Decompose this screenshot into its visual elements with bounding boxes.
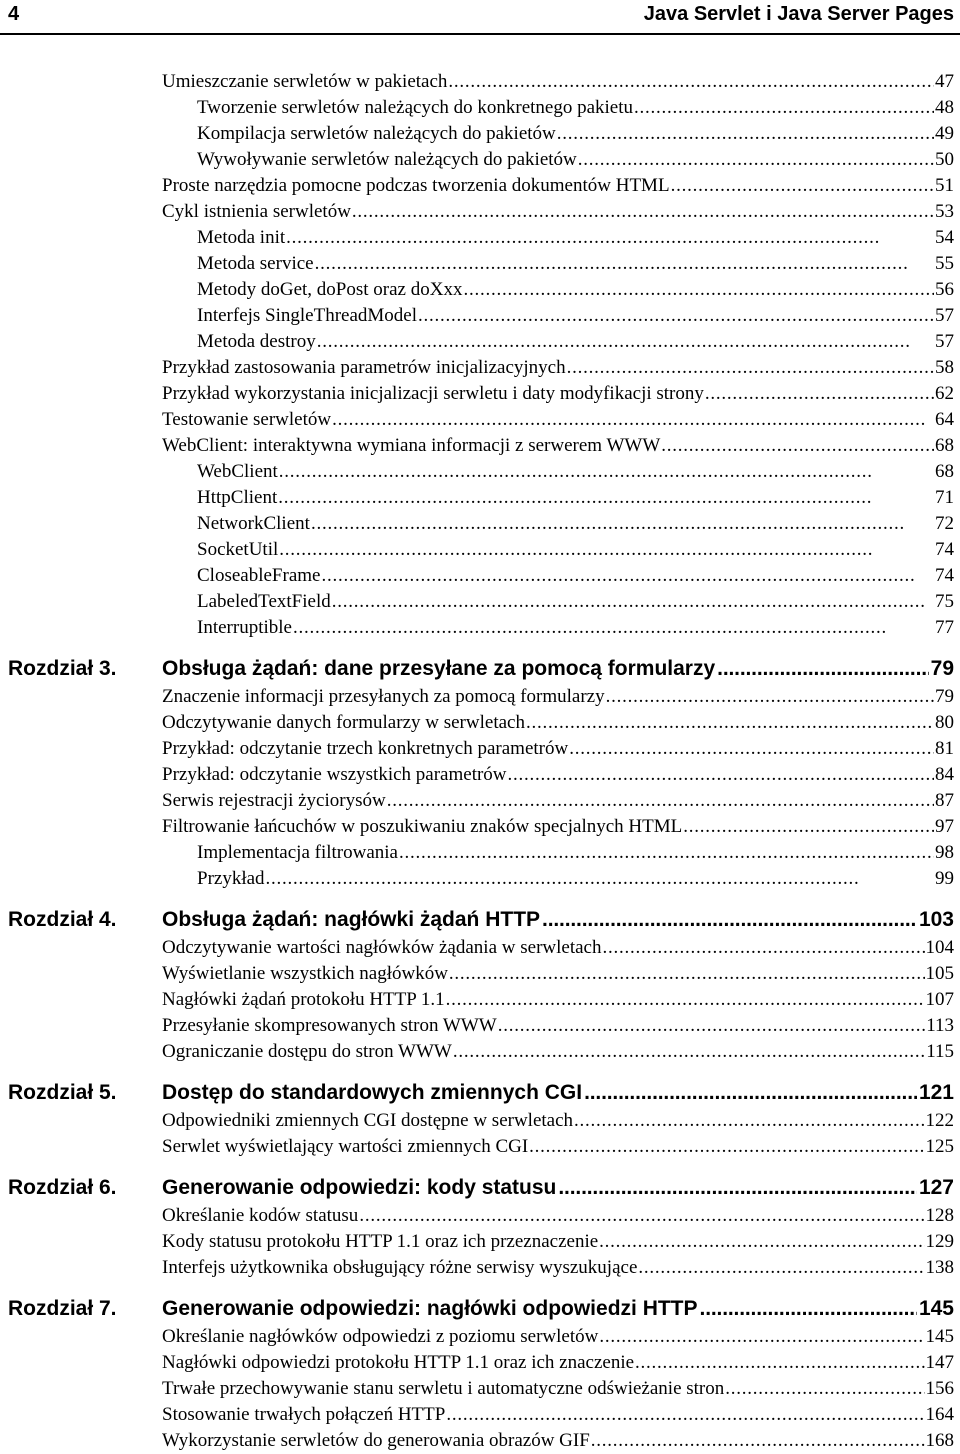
entry-title: Interruptible — [197, 617, 292, 638]
toc-subentry — [0, 95, 954, 121]
entry-title: Ograniczanie dostępu do stron WWW — [162, 1041, 452, 1062]
entry-title: Filtrowanie łańcuchów w poszukiwaniu znaków specjalnych HTML — [162, 816, 683, 837]
entry-page-number: 105 — [925, 963, 954, 984]
entry-title: Wywoływanie serwletów należących do pakietów — [197, 149, 577, 170]
chapter-title: Generowanie odpowiedzi: kody statusu — [162, 1176, 557, 1199]
toc-entry — [0, 814, 954, 840]
dot-leader — [359, 1203, 924, 1229]
entry-title: Wykorzystanie serwletów do generowania obrazów GIF — [162, 1430, 590, 1451]
dot-leader — [602, 935, 924, 961]
entry-page-number: 68 — [935, 461, 954, 482]
entry-page-number: 129 — [925, 1231, 954, 1252]
dot-leader — [526, 710, 934, 736]
chapter-heading — [0, 654, 954, 684]
dot-leader — [418, 303, 934, 329]
toc-subentry — [0, 329, 954, 355]
entry-title: Testowanie serwletów — [162, 409, 332, 430]
entry-page-number: 168 — [925, 1430, 954, 1451]
entry-title: Interfejs użytkownika obsługujący różne serwisy wyszukujące — [162, 1257, 638, 1278]
entry-title: Określanie kodów statusu — [162, 1205, 359, 1226]
toc-entry — [0, 1039, 954, 1065]
entry-page-number: 54 — [935, 227, 954, 248]
entry-title: Określanie nagłówków odpowiedzi z poziomu serwletów — [162, 1326, 599, 1347]
dot-leader — [578, 147, 934, 173]
dot-leader — [508, 762, 934, 788]
dot-leader — [463, 277, 934, 303]
chapter-page-number: 145 — [918, 1297, 954, 1320]
chapter-title: Dostęp do standardowych zmiennych CGI — [162, 1081, 583, 1104]
entry-page-number: 62 — [935, 383, 954, 404]
toc-subentry — [0, 225, 954, 251]
dot-leader — [529, 1134, 924, 1160]
toc-entry — [0, 1203, 954, 1229]
toc-subentry — [0, 615, 954, 641]
chapter-label: Rozdział 5. — [8, 1081, 117, 1104]
dot-leader — [332, 407, 934, 433]
chapter-title: Obsługa żądań: nagłówki żądań HTTP — [162, 908, 541, 931]
dot-leader — [498, 1013, 926, 1039]
toc-subentry — [0, 121, 954, 147]
chapter-heading — [0, 1173, 954, 1203]
entry-title: Serwis rejestracji życiorysów — [162, 790, 386, 811]
dot-leader — [387, 788, 934, 814]
dot-leader — [700, 1294, 917, 1324]
dot-leader — [671, 173, 934, 199]
toc-entry — [0, 381, 954, 407]
dot-leader — [266, 866, 934, 892]
toc-entry — [0, 69, 954, 95]
entry-page-number: 55 — [935, 253, 954, 274]
toc-entry — [0, 199, 954, 225]
chapter-label: Rozdział 6. — [8, 1176, 117, 1199]
entry-title: Odpowiedniki zmiennych CGI dostępne w serwletach — [162, 1110, 574, 1131]
dot-leader — [635, 1350, 924, 1376]
dot-leader — [286, 225, 934, 251]
dot-leader — [725, 1376, 924, 1402]
chapter-heading — [0, 1294, 954, 1324]
dot-leader — [453, 1039, 925, 1065]
entry-title: CloseableFrame — [197, 565, 321, 586]
entry-title: Nagłówki żądań protokołu HTTP 1.1 — [162, 989, 445, 1010]
entry-page-number: 77 — [935, 617, 954, 638]
entry-page-number: 125 — [925, 1136, 954, 1157]
dot-leader — [542, 905, 917, 935]
entry-page-number: 56 — [935, 279, 954, 300]
entry-page-number: 98 — [935, 842, 954, 863]
toc-entry — [0, 1013, 954, 1039]
entry-page-number: 79 — [935, 686, 954, 707]
entry-title: Przykład — [197, 868, 265, 889]
chapter-heading — [0, 1078, 954, 1108]
dot-leader — [279, 537, 934, 563]
entry-title: Znaczenie informacji przesyłanych za pomocą formularzy — [162, 686, 605, 707]
entry-page-number: 72 — [935, 513, 954, 534]
dot-leader — [558, 1173, 917, 1203]
entry-title: Odczytywanie danych formularzy w serwletach — [162, 712, 525, 733]
entry-title: Metody doGet, doPost oraz doXxx — [197, 279, 463, 300]
toc-entry — [0, 762, 954, 788]
table-of-contents — [0, 69, 960, 1454]
dot-leader — [599, 1229, 924, 1255]
toc-subentry — [0, 511, 954, 537]
dot-leader — [569, 736, 934, 762]
toc-subentry — [0, 303, 954, 329]
chapter-label: Rozdział 7. — [8, 1297, 117, 1320]
entry-title: Tworzenie serwletów należących do konkretnego pakietu — [197, 97, 634, 118]
entry-title: Serwlet wyświetlający wartości zmiennych CGI — [162, 1136, 529, 1157]
entry-page-number: 75 — [935, 591, 954, 612]
dot-leader — [278, 485, 934, 511]
dot-leader — [399, 840, 934, 866]
dot-leader — [634, 95, 934, 121]
entry-title: Metoda destroy — [197, 331, 316, 352]
entry-title: LabeledTextField — [197, 591, 331, 612]
toc-entry — [0, 736, 954, 762]
entry-page-number: 138 — [925, 1257, 954, 1278]
entry-page-number: 51 — [935, 175, 954, 196]
toc-entry — [0, 433, 954, 459]
dot-leader — [446, 987, 925, 1013]
entry-page-number: 87 — [935, 790, 954, 811]
entry-page-number: 68 — [935, 435, 954, 456]
entry-page-number: 145 — [925, 1326, 954, 1347]
entry-page-number: 47 — [935, 71, 954, 92]
entry-page-number: 57 — [935, 305, 954, 326]
chapter-page-number: 79 — [930, 657, 954, 680]
toc-entry — [0, 1255, 954, 1281]
toc-subentry — [0, 563, 954, 589]
toc-subentry — [0, 459, 954, 485]
book-title: Java Servlet i Java Server Pages — [643, 3, 954, 25]
toc-subentry — [0, 866, 954, 892]
entry-page-number: 74 — [935, 565, 954, 586]
toc-entry — [0, 407, 954, 433]
entry-page-number: 58 — [935, 357, 954, 378]
entry-page-number: 115 — [926, 1041, 954, 1062]
entry-page-number: 156 — [925, 1378, 954, 1399]
entry-page-number: 164 — [925, 1404, 954, 1425]
toc-entry — [0, 1108, 954, 1134]
entry-title: SocketUtil — [197, 539, 279, 560]
chapter-heading — [0, 905, 954, 935]
dot-leader — [446, 1402, 924, 1428]
toc-entry — [0, 1428, 954, 1454]
toc-entry — [0, 788, 954, 814]
entry-page-number: 50 — [935, 149, 954, 170]
entry-title: Przykład zastosowania parametrów inicjalizacyjnych — [162, 357, 566, 378]
entry-title: Proste narzędzia pomocne podczas tworzenia dokumentów HTML — [162, 175, 670, 196]
dot-leader — [606, 684, 934, 710]
dot-leader — [567, 355, 934, 381]
chapter-page-number: 103 — [918, 908, 954, 931]
dot-leader — [638, 1255, 924, 1281]
entry-title: Nagłówki odpowiedzi protokołu HTTP 1.1 oraz ich znaczenie — [162, 1352, 635, 1373]
entry-page-number: 99 — [935, 868, 954, 889]
toc-entry — [0, 987, 954, 1013]
toc-entry — [0, 684, 954, 710]
dot-leader — [448, 69, 934, 95]
entry-page-number: 81 — [935, 738, 954, 759]
toc-subentry — [0, 485, 954, 511]
page-number: 4 — [8, 3, 20, 25]
toc-entry — [0, 1324, 954, 1350]
toc-subentry — [0, 840, 954, 866]
dot-leader — [279, 459, 934, 485]
entry-page-number: 71 — [935, 487, 954, 508]
chapter-title: Generowanie odpowiedzi: nagłówki odpowiedzi HTTP — [162, 1297, 698, 1320]
entry-page-number: 107 — [925, 989, 954, 1010]
entry-page-number: 48 — [935, 97, 954, 118]
entry-title: Kody statusu protokołu HTTP 1.1 oraz ich przeznaczenie — [162, 1231, 599, 1252]
toc-entry — [0, 1229, 954, 1255]
dot-leader — [317, 329, 934, 355]
entry-title: Przykład: odczytanie wszystkich parametrów — [162, 764, 507, 785]
toc-entry — [0, 961, 954, 987]
chapter-label: Rozdział 4. — [8, 908, 117, 931]
chapter-label: Rozdział 3. — [8, 657, 117, 680]
entry-title: Implementacja filtrowania — [197, 842, 398, 863]
dot-leader — [599, 1324, 924, 1350]
entry-title: NetworkClient — [197, 513, 310, 534]
dot-leader — [705, 381, 934, 407]
toc-entry — [0, 935, 954, 961]
dot-leader — [293, 615, 934, 641]
toc-subentry — [0, 589, 954, 615]
entry-title: Metoda init — [197, 227, 286, 248]
toc-entry — [0, 1350, 954, 1376]
entry-title: Wyświetlanie wszystkich nagłówków — [162, 963, 448, 984]
entry-page-number: 128 — [925, 1205, 954, 1226]
entry-page-number: 113 — [926, 1015, 954, 1036]
toc-entry — [0, 355, 954, 381]
header-rule — [0, 33, 960, 35]
dot-leader — [321, 563, 934, 589]
entry-page-number: 84 — [935, 764, 954, 785]
entry-page-number: 97 — [935, 816, 954, 837]
entry-title: Trwałe przechowywanie stanu serwletu i automatyczne odświeżanie stron — [162, 1378, 725, 1399]
entry-title: Przesyłanie skompresowanych stron WWW — [162, 1015, 497, 1036]
dot-leader — [557, 121, 934, 147]
entry-title: Stosowanie trwałych połączeń HTTP — [162, 1404, 446, 1425]
dot-leader — [311, 511, 934, 537]
entry-page-number: 74 — [935, 539, 954, 560]
toc-subentry — [0, 277, 954, 303]
entry-title: WebClient — [197, 461, 278, 482]
entry-title: Kompilacja serwletów należących do pakietów — [197, 123, 556, 144]
dot-leader — [661, 433, 934, 459]
toc-entry — [0, 173, 954, 199]
dot-leader — [584, 1078, 917, 1108]
toc-subentry — [0, 537, 954, 563]
entry-page-number: 104 — [925, 937, 954, 958]
entry-title: WebClient: interaktywna wymiana informacji z serwerem WWW — [162, 435, 661, 456]
entry-title: Przykład: odczytanie trzech konkretnych parametrów — [162, 738, 569, 759]
dot-leader — [574, 1108, 924, 1134]
entry-title: Cykl istnienia serwletów — [162, 201, 351, 222]
toc-entry — [0, 1134, 954, 1160]
toc-subentry — [0, 147, 954, 173]
entry-page-number: 80 — [935, 712, 954, 733]
dot-leader — [449, 961, 925, 987]
page-header — [0, 0, 960, 36]
entry-title: Interfejs SingleThreadModel — [197, 305, 418, 326]
entry-page-number: 53 — [935, 201, 954, 222]
dot-leader — [591, 1428, 925, 1454]
entry-title: Odczytywanie wartości nagłówków żądania w serwletach — [162, 937, 602, 958]
toc-entry — [0, 1376, 954, 1402]
dot-leader — [332, 589, 934, 615]
entry-page-number: 64 — [935, 409, 954, 430]
chapter-title: Obsługa żądań: dane przesyłane za pomocą formularzy — [162, 657, 716, 680]
entry-page-number: 122 — [925, 1110, 954, 1131]
entry-page-number: 147 — [925, 1352, 954, 1373]
chapter-page-number: 121 — [918, 1081, 954, 1104]
chapter-page-number: 127 — [918, 1176, 954, 1199]
dot-leader — [683, 814, 934, 840]
entry-page-number: 57 — [935, 331, 954, 352]
entry-title: Metoda service — [197, 253, 314, 274]
entry-title: Przykład wykorzystania inicjalizacji serwletu i daty modyfikacji strony — [162, 383, 704, 404]
toc-entry — [0, 710, 954, 736]
dot-leader — [352, 199, 934, 225]
entry-page-number: 49 — [935, 123, 954, 144]
dot-leader — [717, 654, 928, 684]
toc-subentry — [0, 251, 954, 277]
dot-leader — [315, 251, 934, 277]
toc-entry — [0, 1402, 954, 1428]
entry-title: Umieszczanie serwletów w pakietach — [162, 71, 448, 92]
entry-title: HttpClient — [197, 487, 278, 508]
